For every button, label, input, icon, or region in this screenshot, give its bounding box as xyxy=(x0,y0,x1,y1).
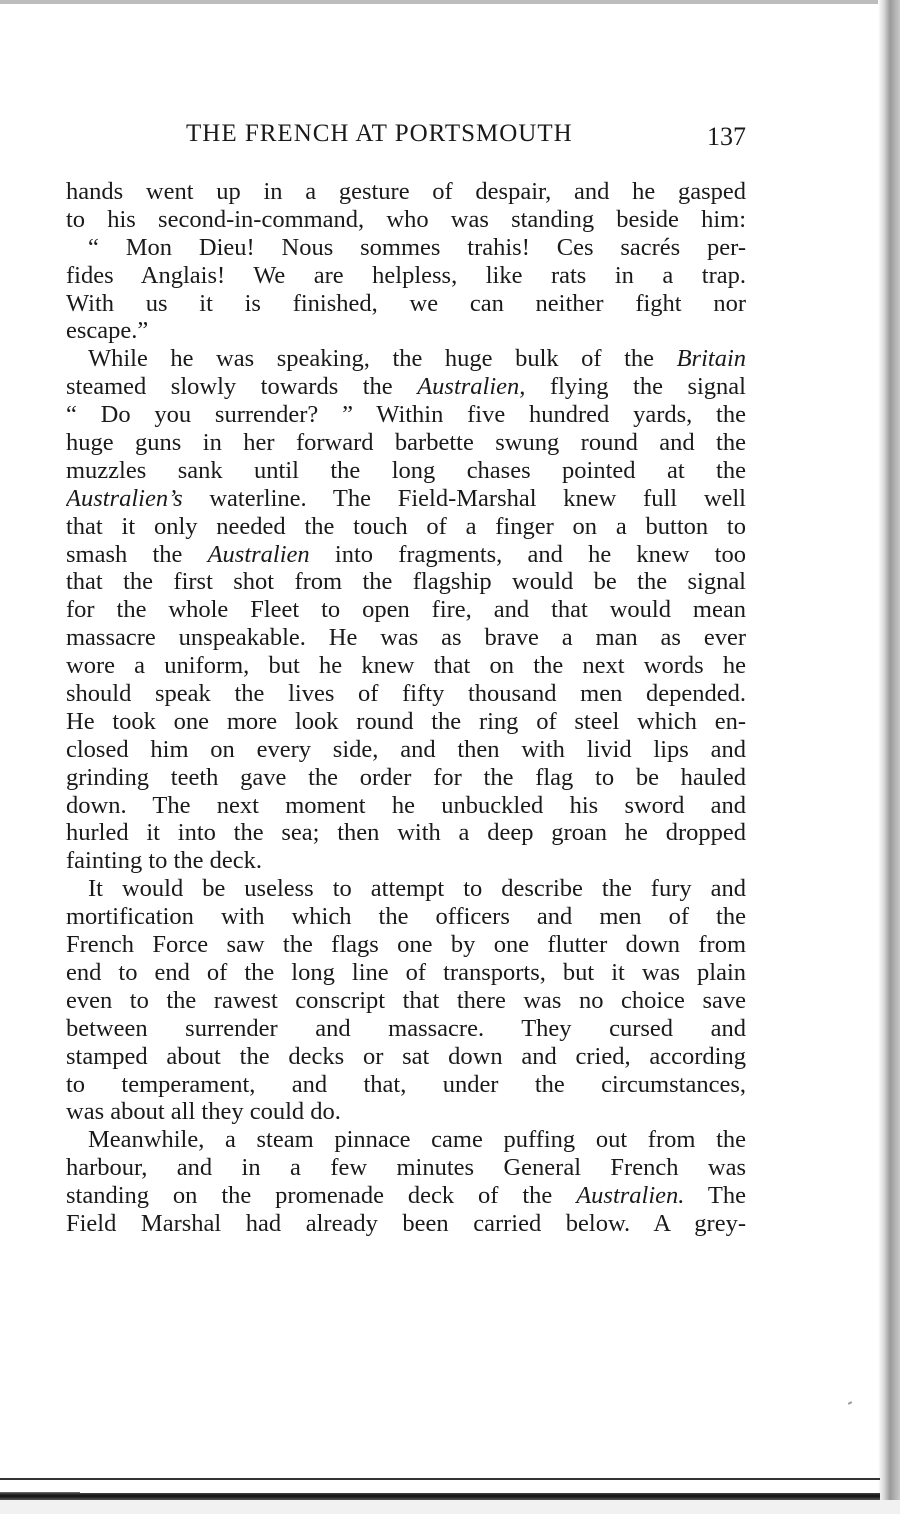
text-line: It would be useless to attempt to describe the fury and xyxy=(88,875,746,903)
page-header xyxy=(186,120,746,160)
text-line: huge guns in her forward barbette swung round and the xyxy=(66,429,746,457)
text-line: that the first shot from the flagship would be the signal xyxy=(66,568,746,596)
text-line: Meanwhile, a steam pinnace came puffing out from the xyxy=(88,1126,746,1154)
text-line: between surrender and massacre. They cursed and xyxy=(66,1014,746,1042)
scan-right-edge xyxy=(878,0,900,1514)
text-line: for the whole Fleet to open fire, and that would mean xyxy=(66,596,746,624)
text-line: “ Mon Dieu! Nous sommes trahis! Ces sacrés per- xyxy=(88,233,746,261)
body-text xyxy=(66,178,746,1238)
text-span: into fragments, and he knew too xyxy=(309,540,746,568)
scan-speck xyxy=(848,1401,852,1405)
text-line: should speak the lives of fifty thousand men depended. xyxy=(66,680,746,708)
text-line: French Force saw the flags one by one flutter down from xyxy=(66,931,746,959)
scan-bottom-line xyxy=(0,1478,880,1480)
text-span: steamed slowly towards the xyxy=(66,373,418,401)
ship-name-australien: Australien’s xyxy=(66,484,183,512)
running-title: THE FRENCH AT PORTSMOUTH xyxy=(186,120,573,147)
text-line xyxy=(66,345,746,373)
text-line: that it only needed the touch of a finger on a button to xyxy=(66,512,746,540)
ship-name-australien: Australien. xyxy=(576,1182,685,1210)
text-line xyxy=(66,541,746,569)
text-line: stamped about the decks or sat down and cried, according xyxy=(66,1042,746,1070)
text-line: fides Anglais! We are helpless, like rats in a trap. xyxy=(66,261,746,289)
text-line xyxy=(66,373,746,401)
page-number: 137 xyxy=(707,122,746,151)
scan-bottom-edge xyxy=(0,1493,880,1500)
text-line: With us it is finished, we can neither fight nor xyxy=(66,289,746,317)
text-line: hands went up in a gesture of despair, and he gasped xyxy=(66,178,746,205)
text-line: massacre unspeakable. He was as brave a man as ever xyxy=(66,624,746,652)
ship-name-australien: Australien, xyxy=(417,373,526,401)
text-line: He took one more look round the ring of steel which en- xyxy=(66,707,746,735)
text-span: smash the xyxy=(66,540,208,568)
scan-bottom-band xyxy=(0,1500,900,1514)
text-line: harbour, and in a few minutes General French was xyxy=(66,1154,746,1182)
text-span: flying the signal xyxy=(525,373,746,401)
text-span: waterline. The Field-Marshal knew full well xyxy=(182,484,746,512)
text-line: to his second-in-command, who was standing beside him: xyxy=(66,205,746,233)
text-line: end to end of the long line of transports, but it was plain xyxy=(66,958,746,986)
text-line xyxy=(66,485,746,513)
text-span: standing on the promenade deck of the xyxy=(66,1182,577,1210)
text-line: wore a uniform, but he knew that on the next words he xyxy=(66,652,746,680)
text-line: “ Do you surrender? ” Within five hundred yards, the xyxy=(66,401,746,429)
text-line: to temperament, and that, under the circumstances, xyxy=(66,1070,746,1098)
text-span: The xyxy=(684,1182,746,1210)
text-line: Field Marshal had already been carried below. A grey- xyxy=(66,1209,746,1237)
text-line: was about all they could do. xyxy=(66,1098,341,1126)
text-line: muzzles sank until the long chases pointed at the xyxy=(66,456,746,484)
text-line xyxy=(66,1182,746,1210)
text-line: fainting to the deck. xyxy=(66,847,262,875)
text-line: escape.” xyxy=(66,317,149,345)
ship-name-britain: Britain xyxy=(676,345,746,373)
text-line: hurled it into the sea; then with a deep groan he dropped xyxy=(66,819,746,847)
text-line: even to the rawest conscript that there was no choice save xyxy=(66,986,746,1014)
scan-top-edge xyxy=(0,0,900,4)
text-line: down. The next moment he unbuckled his sword and xyxy=(66,791,746,819)
ship-name-australien: Australien xyxy=(207,540,310,568)
text-line: mortification with which the officers and men of the xyxy=(66,903,746,931)
text-line: grinding teeth gave the order for the flag to be hauled xyxy=(66,763,746,791)
text-span: While he was speaking, the huge bulk of the xyxy=(88,345,677,373)
text-line: closed him on every side, and then with livid lips and xyxy=(66,735,746,763)
scan-bottom-corner xyxy=(0,1482,80,1493)
